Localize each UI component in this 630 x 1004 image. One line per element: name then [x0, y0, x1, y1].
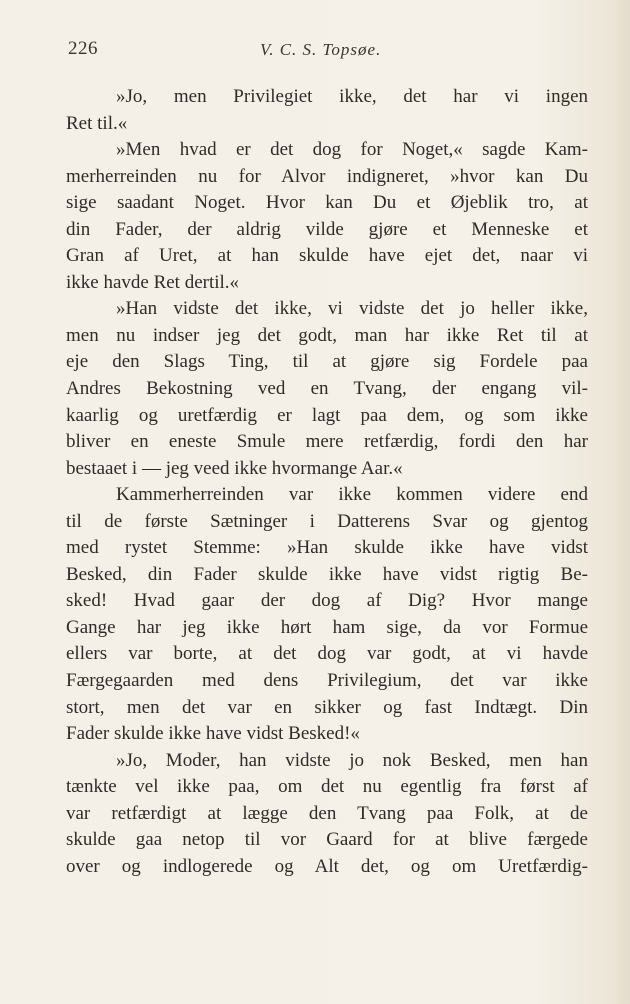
text-line: Besked, din Fader skulde ikke have vidst rigtig Be-	[66, 563, 588, 585]
text-line: Andres Bekostning ved en Tvang, der engang vil-	[66, 378, 588, 400]
text-line: kaarlig og uretfærdig er lagt paa dem, og som ikke	[66, 404, 588, 426]
text-line: tænkte vel ikke paa, om det nu egentlig fra først af	[66, 776, 588, 798]
text-line: eje den Slags Ting, til at gjøre sig Fordele paa	[66, 351, 588, 373]
text-line: »Men hvad er det dog for Noget,« sagde Kam-	[116, 139, 588, 161]
text-line: ellers var borte, at det dog var godt, at vi havde	[66, 643, 588, 665]
text-line: var retfærdigt at lægge den Tvang paa Folk, at de	[66, 802, 588, 824]
text-line: Ret til.«	[66, 112, 128, 134]
text-line: merherreinden nu for Alvor indigneret, »hvor kan Du	[66, 165, 588, 187]
text-line: ikke havde Ret dertil.«	[66, 271, 240, 293]
running-head: V. C. S. Topsøe.	[260, 40, 382, 59]
text-line: Gange har jeg ikke hørt ham sige, da vor Formue	[66, 616, 588, 638]
text-line: Fader skulde ikke have vidst Besked!«	[66, 723, 360, 745]
page-number: 226	[68, 38, 98, 59]
text-line: men nu indser jeg det godt, man har ikke Ret til at	[66, 324, 588, 346]
text-line: din Fader, der aldrig vilde gjøre et Menneske et	[66, 218, 588, 240]
text-line: Færgegaarden med dens Privilegium, det var ikke	[66, 670, 588, 692]
text-line: bliver en eneste Smule mere retfærdig, fordi den har	[66, 431, 588, 453]
text-line: »Han vidste det ikke, vi vidste det jo heller ikke,	[116, 298, 588, 320]
text-line: »Jo, men Privilegiet ikke, det har vi ingen	[116, 86, 588, 107]
text-line: Kammerherreinden var ikke kommen videre end	[116, 484, 588, 506]
text-line: »Jo, Moder, han vidste jo nok Besked, men han	[116, 749, 588, 771]
text-line: skulde gaa netop til vor Gaard for at blive færgede	[66, 829, 588, 851]
text-line: med rystet Stemme: »Han skulde ikke have vidst	[66, 537, 588, 559]
body-text	[66, 84, 588, 880]
text-line: Gran af Uret, at han skulde have ejet det, naar vi	[66, 245, 588, 267]
text-line: sked! Hvad gaar der dog af Dig? Hvor mange	[66, 590, 588, 612]
text-line: bestaaet i — jeg veed ikke hvormange Aar.«	[66, 457, 403, 479]
page-header	[68, 38, 585, 62]
text-line: stort, men det var en sikker og fast Indtægt. Din	[66, 696, 588, 718]
text-line: til de første Sætninger i Datterens Svar og gjentog	[66, 510, 588, 532]
text-line: over og indlogerede og Alt det, og om Uretfærdig-	[66, 855, 588, 877]
text-line: sige saadant Noget. Hvor kan Du et Øjeblik tro, at	[66, 192, 588, 214]
